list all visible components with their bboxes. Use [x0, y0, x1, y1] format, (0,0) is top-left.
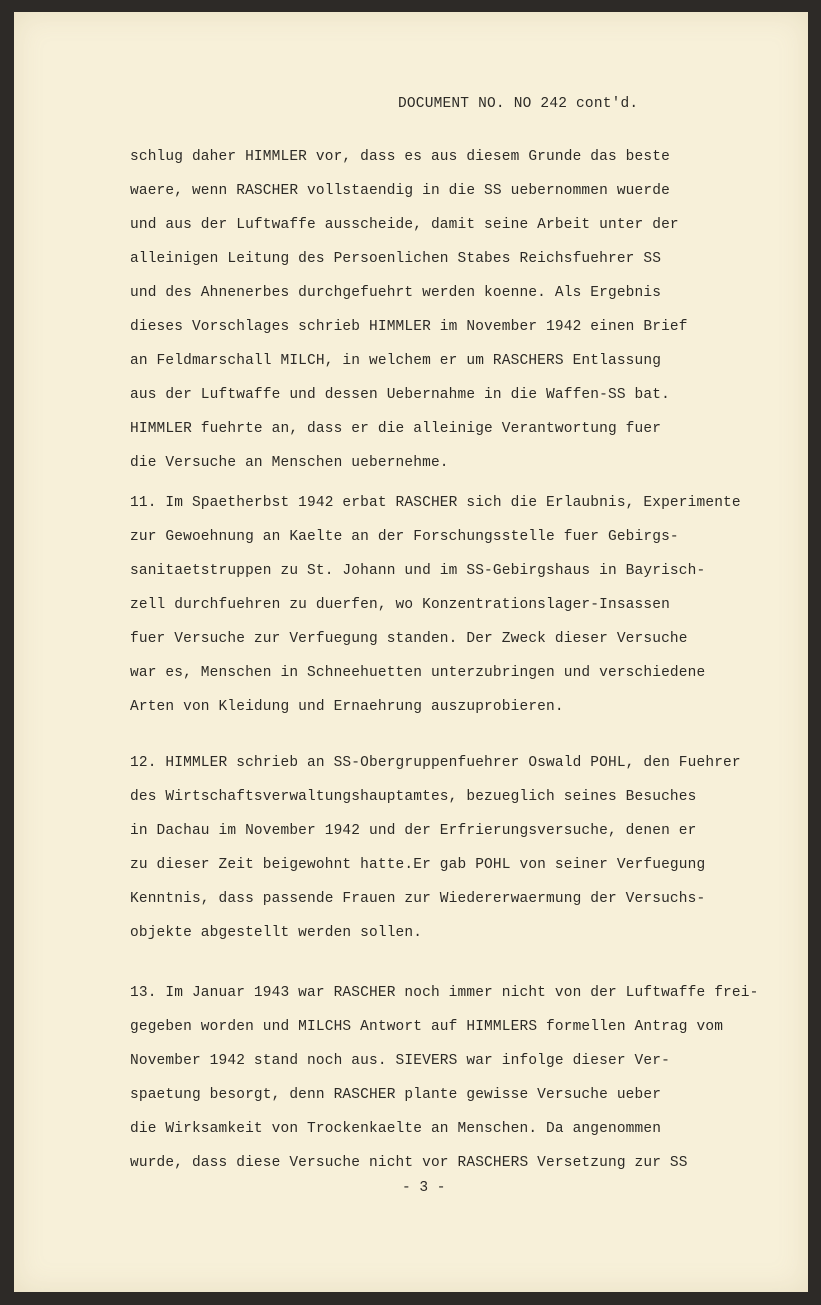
text-line: wurde, dass diese Versuche nicht vor RASCHERS Versetzung zur SS [130, 1155, 688, 1171]
text-line: schlug daher HIMMLER vor, dass es aus diesem Grunde das beste [130, 149, 670, 165]
text-line: Kenntnis, dass passende Frauen zur Wiedererwaermung der Versuchs- [130, 891, 706, 907]
text-line: war es, Menschen in Schneehuetten unterzubringen und verschiedene [130, 665, 706, 681]
text-line: objekte abgestellt werden sollen. [130, 925, 423, 941]
text-line: zell durchfuehren zu duerfen, wo Konzentrationslager-Insassen [130, 597, 670, 613]
text-line: alleinigen Leitung des Persoenlichen Stabes Reichsfuehrer SS [130, 251, 662, 267]
text-line: HIMMLER fuehrte an, dass er die alleinige Verantwortung fuer [130, 421, 662, 437]
text-line: sanitaetstruppen zu St. Johann und im SS-Gebirgshaus in Bayrisch- [130, 563, 706, 579]
paragraph-continuation [130, 140, 800, 480]
text-line: fuer Versuche zur Verfuegung standen. Der Zweck dieser Versuche [130, 631, 688, 647]
document-page [14, 12, 808, 1292]
text-line: und des Ahnenerbes durchgefuehrt werden koenne. Als Ergebnis [130, 285, 662, 301]
paragraph-13 [130, 976, 800, 1180]
text-line: die Versuche an Menschen uebernehme. [130, 455, 449, 471]
text-line: 12. HIMMLER schrieb an SS-Obergruppenfuehrer Oswald POHL, den Fuehrer [130, 755, 741, 771]
text-line: des Wirtschaftsverwaltungshauptamtes, bezueglich seines Besuches [130, 789, 697, 805]
text-line: und aus der Luftwaffe ausscheide, damit seine Arbeit unter der [130, 217, 679, 233]
text-line: dieses Vorschlages schrieb HIMMLER im November 1942 einen Brief [130, 319, 688, 335]
text-line: waere, wenn RASCHER vollstaendig in die SS uebernommen wuerde [130, 183, 670, 199]
paragraph-11 [130, 486, 800, 724]
text-line: gegeben worden und MILCHS Antwort auf HIMMLERS formellen Antrag vom [130, 1019, 724, 1035]
text-line: November 1942 stand noch aus. SIEVERS war infolge dieser Ver- [130, 1053, 670, 1069]
text-line: Arten von Kleidung und Ernaehrung auszuprobieren. [130, 699, 564, 715]
text-line: die Wirksamkeit von Trockenkaelte an Menschen. Da angenommen [130, 1121, 662, 1137]
text-line: aus der Luftwaffe und dessen Uebernahme in die Waffen-SS bat. [130, 387, 670, 403]
paragraph-12 [130, 746, 800, 950]
text-line: spaetung besorgt, denn RASCHER plante gewisse Versuche ueber [130, 1087, 662, 1103]
text-line: 11. Im Spaetherbst 1942 erbat RASCHER sich die Erlaubnis, Experimente [130, 495, 741, 511]
text-line: an Feldmarschall MILCH, in welchem er um RASCHERS Entlassung [130, 353, 662, 369]
text-line: 13. Im Januar 1943 war RASCHER noch immer nicht von der Luftwaffe frei- [130, 985, 759, 1001]
text-line: zur Gewoehnung an Kaelte an der Forschungsstelle fuer Gebirgs- [130, 529, 679, 545]
page-number: - 3 - [402, 1180, 446, 1196]
document-header: DOCUMENT NO. NO 242 cont'd. [398, 96, 639, 112]
text-line: zu dieser Zeit beigewohnt hatte.Er gab POHL von seiner Verfuegung [130, 857, 706, 873]
text-line: in Dachau im November 1942 und der Erfrierungsversuche, denen er [130, 823, 697, 839]
